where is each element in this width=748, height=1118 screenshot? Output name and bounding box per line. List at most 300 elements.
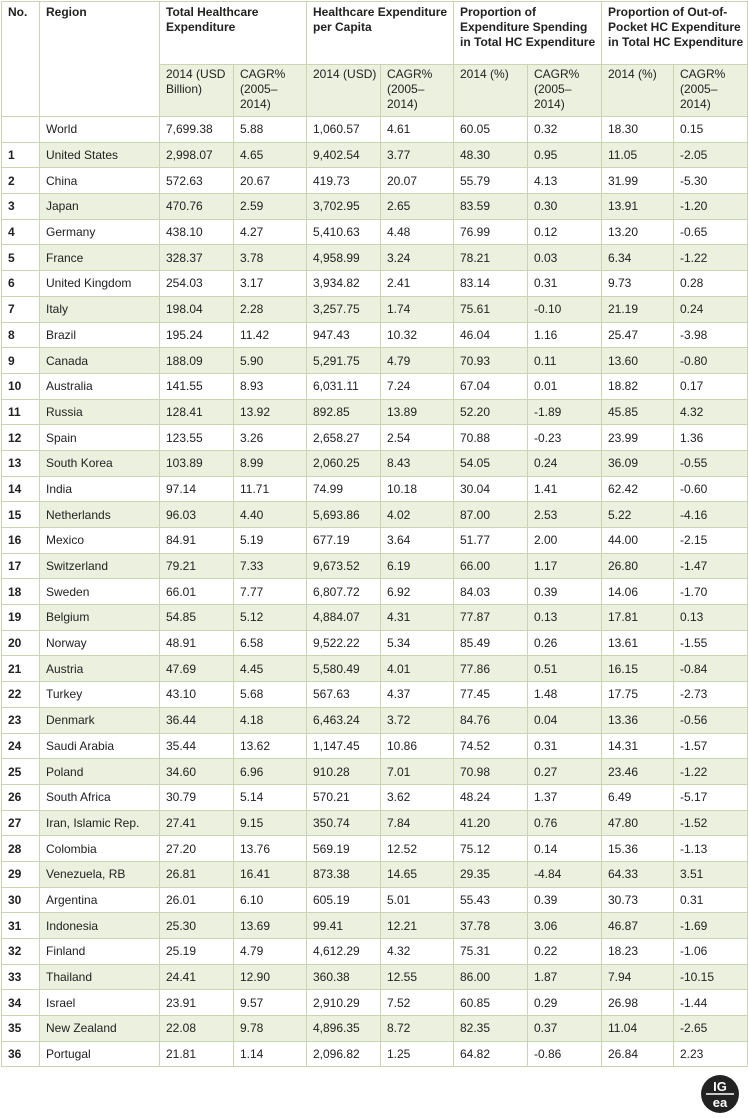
value-cell: -0.10	[528, 296, 602, 322]
value-cell: 16.15	[602, 656, 674, 682]
value-cell: 0.15	[674, 117, 748, 143]
value-cell: 46.87	[602, 913, 674, 939]
value-cell: 55.43	[454, 887, 528, 913]
value-cell: 4.40	[234, 502, 307, 528]
value-cell: 1,060.57	[307, 117, 381, 143]
value-cell: 3.62	[381, 784, 454, 810]
value-cell: 3,257.75	[307, 296, 381, 322]
value-cell: 13.62	[234, 733, 307, 759]
value-cell: 21.81	[160, 1041, 234, 1067]
value-cell: 2.00	[528, 528, 602, 554]
value-cell: -2.05	[674, 142, 748, 168]
value-cell: 0.24	[528, 450, 602, 476]
value-cell: 5.68	[234, 682, 307, 708]
value-cell: 6.92	[381, 579, 454, 605]
value-cell: 4.45	[234, 656, 307, 682]
value-cell: 7.52	[381, 990, 454, 1016]
table-row	[2, 168, 748, 194]
region-name: United Kingdom	[40, 271, 160, 297]
value-cell: 37.78	[454, 913, 528, 939]
value-cell: 12.21	[381, 913, 454, 939]
value-cell: -10.15	[674, 964, 748, 990]
value-cell: 4.27	[234, 219, 307, 245]
value-cell: 70.93	[454, 348, 528, 374]
row-number: 2	[2, 168, 40, 194]
value-cell: -1.44	[674, 990, 748, 1016]
value-cell: 41.20	[454, 810, 528, 836]
value-cell: 0.30	[528, 194, 602, 220]
value-cell: 470.76	[160, 194, 234, 220]
value-cell: 328.37	[160, 245, 234, 271]
value-cell: 8.72	[381, 1016, 454, 1042]
value-cell: 20.07	[381, 168, 454, 194]
value-cell: 74.52	[454, 733, 528, 759]
region-name: Russia	[40, 399, 160, 425]
value-cell: 5.34	[381, 630, 454, 656]
region-name: Saudi Arabia	[40, 733, 160, 759]
value-cell: 12.55	[381, 964, 454, 990]
value-cell: -0.23	[528, 425, 602, 451]
value-cell: 52.20	[454, 399, 528, 425]
value-cell: 3.51	[674, 861, 748, 887]
value-cell: 2,060.25	[307, 450, 381, 476]
value-cell: 30.04	[454, 476, 528, 502]
value-cell: 25.30	[160, 913, 234, 939]
value-cell: 3.78	[234, 245, 307, 271]
value-cell: 11.71	[234, 476, 307, 502]
value-cell: 0.01	[528, 373, 602, 399]
sub-header-cell: 2014 (%)	[454, 65, 528, 117]
value-cell: -1.47	[674, 553, 748, 579]
value-cell: 60.05	[454, 117, 528, 143]
value-cell: 0.39	[528, 887, 602, 913]
row-number	[2, 117, 40, 143]
value-cell: 910.28	[307, 759, 381, 785]
value-cell: 24.41	[160, 964, 234, 990]
row-number: 13	[2, 450, 40, 476]
value-cell: 947.43	[307, 322, 381, 348]
value-cell: 13.69	[234, 913, 307, 939]
row-number: 21	[2, 656, 40, 682]
region-name: South Korea	[40, 450, 160, 476]
value-cell: 4.65	[234, 142, 307, 168]
table-row	[2, 913, 748, 939]
region-name: Thailand	[40, 964, 160, 990]
value-cell: 572.63	[160, 168, 234, 194]
row-number: 1	[2, 142, 40, 168]
value-cell: 7.84	[381, 810, 454, 836]
value-cell: 83.14	[454, 271, 528, 297]
value-cell: 5.90	[234, 348, 307, 374]
row-number: 33	[2, 964, 40, 990]
value-cell: 44.00	[602, 528, 674, 554]
value-cell: 0.95	[528, 142, 602, 168]
row-number: 25	[2, 759, 40, 785]
value-cell: 75.31	[454, 939, 528, 965]
table-row	[2, 219, 748, 245]
value-cell: 25.19	[160, 939, 234, 965]
value-cell: 84.91	[160, 528, 234, 554]
value-cell: 4.37	[381, 682, 454, 708]
table-row	[2, 784, 748, 810]
value-cell: 0.22	[528, 939, 602, 965]
value-cell: 27.41	[160, 810, 234, 836]
value-cell: 1.17	[528, 553, 602, 579]
value-cell: 9.78	[234, 1016, 307, 1042]
value-cell: -1.57	[674, 733, 748, 759]
row-number: 23	[2, 707, 40, 733]
value-cell: 0.28	[674, 271, 748, 297]
value-cell: 0.51	[528, 656, 602, 682]
value-cell: 3.26	[234, 425, 307, 451]
value-cell: 128.41	[160, 399, 234, 425]
row-number: 16	[2, 528, 40, 554]
value-cell: 66.00	[454, 553, 528, 579]
row-number: 30	[2, 887, 40, 913]
value-cell: 6.96	[234, 759, 307, 785]
table-row	[2, 450, 748, 476]
region-name: Indonesia	[40, 913, 160, 939]
value-cell: 83.59	[454, 194, 528, 220]
value-cell: 8.99	[234, 450, 307, 476]
value-cell: 0.13	[674, 605, 748, 631]
region-name: Netherlands	[40, 502, 160, 528]
value-cell: 254.03	[160, 271, 234, 297]
row-number: 32	[2, 939, 40, 965]
value-cell: 0.31	[674, 887, 748, 913]
value-cell: 9.57	[234, 990, 307, 1016]
value-cell: -1.89	[528, 399, 602, 425]
value-cell: 2.65	[381, 194, 454, 220]
value-cell: 87.00	[454, 502, 528, 528]
value-cell: 6,463.24	[307, 707, 381, 733]
value-cell: 0.12	[528, 219, 602, 245]
region-name: New Zealand	[40, 1016, 160, 1042]
value-cell: 4.01	[381, 656, 454, 682]
value-cell: 567.63	[307, 682, 381, 708]
value-cell: 13.61	[602, 630, 674, 656]
value-cell: 2.28	[234, 296, 307, 322]
value-cell: 62.42	[602, 476, 674, 502]
value-cell: 3.17	[234, 271, 307, 297]
region-name: Sweden	[40, 579, 160, 605]
table-row	[2, 939, 748, 965]
value-cell: 23.91	[160, 990, 234, 1016]
value-cell: 17.75	[602, 682, 674, 708]
value-cell: 3.77	[381, 142, 454, 168]
value-cell: 12.90	[234, 964, 307, 990]
value-cell: -5.30	[674, 168, 748, 194]
healthcare-expenditure-table	[1, 1, 748, 1067]
value-cell: 1.14	[234, 1041, 307, 1067]
value-cell: 1.74	[381, 296, 454, 322]
value-cell: 74.99	[307, 476, 381, 502]
value-cell: 6,807.72	[307, 579, 381, 605]
value-cell: 51.77	[454, 528, 528, 554]
value-cell: 677.19	[307, 528, 381, 554]
row-number: 4	[2, 219, 40, 245]
value-cell: -2.65	[674, 1016, 748, 1042]
table-row	[2, 142, 748, 168]
table-row	[2, 348, 748, 374]
value-cell: 85.49	[454, 630, 528, 656]
value-cell: 77.45	[454, 682, 528, 708]
value-cell: 66.01	[160, 579, 234, 605]
value-cell: 4.18	[234, 707, 307, 733]
row-number: 14	[2, 476, 40, 502]
value-cell: 6.49	[602, 784, 674, 810]
sub-header-cell: CAGR% (2005–2014)	[234, 65, 307, 117]
region-name: Canada	[40, 348, 160, 374]
value-cell: 4.32	[381, 939, 454, 965]
value-cell: 1.41	[528, 476, 602, 502]
row-number: 29	[2, 861, 40, 887]
value-cell: 3.24	[381, 245, 454, 271]
row-number: 26	[2, 784, 40, 810]
sub-header-cell: 2014 (USD)	[307, 65, 381, 117]
row-number: 12	[2, 425, 40, 451]
value-cell: 13.92	[234, 399, 307, 425]
value-cell: -5.17	[674, 784, 748, 810]
value-cell: 350.74	[307, 810, 381, 836]
row-number: 35	[2, 1016, 40, 1042]
value-cell: 21.19	[602, 296, 674, 322]
table-row	[2, 630, 748, 656]
value-cell: 48.91	[160, 630, 234, 656]
value-cell: 67.04	[454, 373, 528, 399]
header-per-capita: Healthcare Expenditure per Capita	[307, 2, 454, 65]
value-cell: -2.15	[674, 528, 748, 554]
value-cell: -0.65	[674, 219, 748, 245]
value-cell: 3,934.82	[307, 271, 381, 297]
value-cell: 360.38	[307, 964, 381, 990]
value-cell: 5.12	[234, 605, 307, 631]
value-cell: 570.21	[307, 784, 381, 810]
value-cell: 3,702.95	[307, 194, 381, 220]
value-cell: 13.76	[234, 836, 307, 862]
row-number: 28	[2, 836, 40, 862]
value-cell: 4,958.99	[307, 245, 381, 271]
region-name: United States	[40, 142, 160, 168]
value-cell: 12.52	[381, 836, 454, 862]
table-row	[2, 810, 748, 836]
region-name: Spain	[40, 425, 160, 451]
value-cell: -3.98	[674, 322, 748, 348]
value-cell: 2.41	[381, 271, 454, 297]
region-name: Switzerland	[40, 553, 160, 579]
table-row	[2, 887, 748, 913]
value-cell: 13.60	[602, 348, 674, 374]
value-cell: 4.31	[381, 605, 454, 631]
table-row	[2, 579, 748, 605]
value-cell: 9.15	[234, 810, 307, 836]
table-row	[2, 322, 748, 348]
value-cell: 18.30	[602, 117, 674, 143]
value-cell: 4.79	[234, 939, 307, 965]
value-cell: 54.85	[160, 605, 234, 631]
value-cell: -1.52	[674, 810, 748, 836]
table-row	[2, 861, 748, 887]
value-cell: 4,896.35	[307, 1016, 381, 1042]
value-cell: 605.19	[307, 887, 381, 913]
value-cell: 86.00	[454, 964, 528, 990]
row-number: 36	[2, 1041, 40, 1067]
value-cell: 55.79	[454, 168, 528, 194]
region-name: Portugal	[40, 1041, 160, 1067]
value-cell: 10.86	[381, 733, 454, 759]
value-cell: 0.39	[528, 579, 602, 605]
value-cell: 11.04	[602, 1016, 674, 1042]
value-cell: -4.84	[528, 861, 602, 887]
value-cell: 31.99	[602, 168, 674, 194]
value-cell: 26.80	[602, 553, 674, 579]
value-cell: 60.85	[454, 990, 528, 1016]
value-cell: 15.36	[602, 836, 674, 862]
table-row	[2, 759, 748, 785]
value-cell: 1.48	[528, 682, 602, 708]
table-body	[2, 117, 748, 1067]
row-number: 20	[2, 630, 40, 656]
value-cell: 3.64	[381, 528, 454, 554]
value-cell: 97.14	[160, 476, 234, 502]
value-cell: 16.41	[234, 861, 307, 887]
region-name: Australia	[40, 373, 160, 399]
value-cell: -1.69	[674, 913, 748, 939]
value-cell: 18.23	[602, 939, 674, 965]
region-name: Argentina	[40, 887, 160, 913]
row-number: 7	[2, 296, 40, 322]
value-cell: -0.86	[528, 1041, 602, 1067]
value-cell: 14.06	[602, 579, 674, 605]
table-row	[2, 296, 748, 322]
value-cell: 2,096.82	[307, 1041, 381, 1067]
value-cell: 188.09	[160, 348, 234, 374]
value-cell: 0.32	[528, 117, 602, 143]
value-cell: 2.59	[234, 194, 307, 220]
sub-header-cell: CAGR% (2005–2014)	[381, 65, 454, 117]
logo-text-top: IG	[713, 1079, 727, 1094]
value-cell: 6.34	[602, 245, 674, 271]
value-cell: 10.32	[381, 322, 454, 348]
row-number: 27	[2, 810, 40, 836]
value-cell: 3.72	[381, 707, 454, 733]
value-cell: 5,291.75	[307, 348, 381, 374]
value-cell: -1.06	[674, 939, 748, 965]
sub-header-cell: 2014 (%)	[602, 65, 674, 117]
row-number: 17	[2, 553, 40, 579]
row-number: 31	[2, 913, 40, 939]
value-cell: 2,658.27	[307, 425, 381, 451]
region-name: Belgium	[40, 605, 160, 631]
logo-text-bottom: ea	[712, 1095, 728, 1110]
value-cell: 5.19	[234, 528, 307, 554]
region-name: France	[40, 245, 160, 271]
value-cell: 4.61	[381, 117, 454, 143]
value-cell: 47.69	[160, 656, 234, 682]
table-row	[2, 373, 748, 399]
row-number: 15	[2, 502, 40, 528]
value-cell: 0.13	[528, 605, 602, 631]
value-cell: 48.30	[454, 142, 528, 168]
table-row	[2, 502, 748, 528]
value-cell: 79.21	[160, 553, 234, 579]
table-row	[2, 707, 748, 733]
value-cell: 195.24	[160, 322, 234, 348]
value-cell: 34.60	[160, 759, 234, 785]
region-name: Poland	[40, 759, 160, 785]
region-name: Brazil	[40, 322, 160, 348]
region-name: India	[40, 476, 160, 502]
value-cell: 6.58	[234, 630, 307, 656]
value-cell: 123.55	[160, 425, 234, 451]
table-row	[2, 117, 748, 143]
value-cell: 45.85	[602, 399, 674, 425]
value-cell: 6,031.11	[307, 373, 381, 399]
value-cell: 8.93	[234, 373, 307, 399]
value-cell: 438.10	[160, 219, 234, 245]
table-row	[2, 964, 748, 990]
value-cell: 10.18	[381, 476, 454, 502]
value-cell: 5,410.63	[307, 219, 381, 245]
value-cell: 64.33	[602, 861, 674, 887]
value-cell: 18.82	[602, 373, 674, 399]
value-cell: -0.84	[674, 656, 748, 682]
value-cell: 4.48	[381, 219, 454, 245]
value-cell: 4.32	[674, 399, 748, 425]
value-cell: 2.23	[674, 1041, 748, 1067]
value-cell: 11.42	[234, 322, 307, 348]
row-number: 24	[2, 733, 40, 759]
header-region: Region	[40, 2, 160, 117]
value-cell: -2.73	[674, 682, 748, 708]
value-cell: 9,673.52	[307, 553, 381, 579]
value-cell: 11.05	[602, 142, 674, 168]
value-cell: 7.24	[381, 373, 454, 399]
value-cell: 9,402.54	[307, 142, 381, 168]
table-row	[2, 1016, 748, 1042]
table-row	[2, 656, 748, 682]
value-cell: 0.37	[528, 1016, 602, 1042]
value-cell: -0.55	[674, 450, 748, 476]
value-cell: 77.87	[454, 605, 528, 631]
value-cell: 198.04	[160, 296, 234, 322]
value-cell: 13.36	[602, 707, 674, 733]
region-name: Turkey	[40, 682, 160, 708]
value-cell: 5,580.49	[307, 656, 381, 682]
table-row	[2, 245, 748, 271]
row-number: 8	[2, 322, 40, 348]
region-name: World	[40, 117, 160, 143]
value-cell: 4,612.29	[307, 939, 381, 965]
table-row	[2, 1041, 748, 1067]
value-cell: 75.12	[454, 836, 528, 862]
value-cell: 36.44	[160, 707, 234, 733]
table-row	[2, 990, 748, 1016]
value-cell: 569.19	[307, 836, 381, 862]
row-number: 34	[2, 990, 40, 1016]
header-total-expenditure: Total Healthcare Expenditure	[160, 2, 307, 65]
value-cell: -0.80	[674, 348, 748, 374]
value-cell: 27.20	[160, 836, 234, 862]
region-name: Japan	[40, 194, 160, 220]
row-number: 11	[2, 399, 40, 425]
region-name: Denmark	[40, 707, 160, 733]
value-cell: 5.88	[234, 117, 307, 143]
region-name: Israel	[40, 990, 160, 1016]
value-cell: 8.43	[381, 450, 454, 476]
value-cell: 14.65	[381, 861, 454, 887]
value-cell: 43.10	[160, 682, 234, 708]
